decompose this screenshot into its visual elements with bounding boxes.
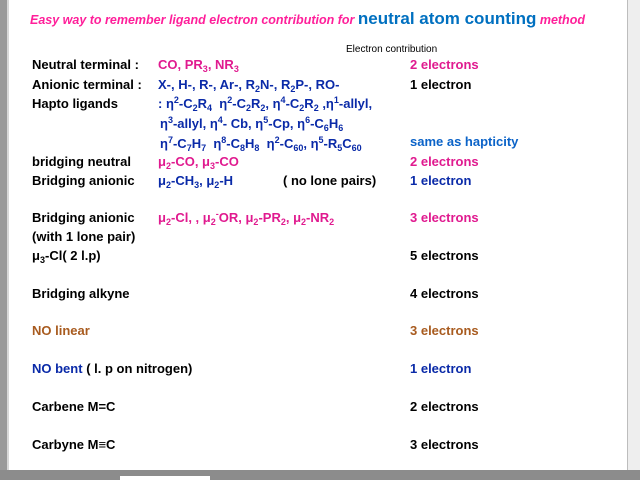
neutral-terminal-value bbox=[410, 57, 479, 73]
bridging-anionic-label: Bridging anionic bbox=[32, 173, 135, 188]
title-suffix: method bbox=[536, 13, 585, 27]
hapto-line-1: : $\eta^2-C_2R_4$ $\eta^2-C_2R_2$, $\eta^4-C_2R_2$ $,\eta^1$-allyl, bbox=[158, 95, 373, 113]
mu3-cl-label-text: -Cl( 2 l.p) bbox=[44, 248, 101, 263]
bridging-anionic-lp-label2: (with 1 lone pair) bbox=[32, 229, 136, 244]
bridging-anionic-lp-ligands: $\mu_2-Cl$, , $\mu_2^-OR$, $\mu_2-PR_2$, $\mu_2-NR_2$ bbox=[158, 209, 335, 227]
hapto-value: same as hapticity bbox=[410, 134, 519, 149]
window-frame-right bbox=[628, 0, 640, 480]
window-frame-bottom bbox=[0, 470, 640, 480]
anionic-terminal-label: Anionic terminal : bbox=[32, 77, 142, 92]
no-linear-value: 3 electrons bbox=[410, 323, 479, 338]
anionic-terminal-ligands: X-, H-, R-, Ar-, $R_2N-$, $R_2P-$, RO- bbox=[158, 77, 340, 94]
carbene-value: 2 electrons bbox=[410, 399, 479, 414]
hapto-line-3: $\eta^7-C_7H_7$ $\eta^8-C_8H_8$ $\eta^2-C_{60}$, $\eta^5-R_5C_{60}$ bbox=[160, 135, 362, 153]
no-bent-label bbox=[32, 361, 192, 377]
column-header: Electron contribution bbox=[346, 44, 438, 55]
window-frame-left bbox=[0, 0, 7, 480]
carbene-label: Carbene M=C bbox=[32, 399, 116, 414]
carbyne-label: Carbyne M≡C bbox=[32, 437, 116, 452]
no-bent-label-text: NO bent bbox=[32, 361, 83, 376]
bridging-neutral-value: 2 electrons bbox=[410, 154, 479, 169]
bridging-anionic-value: 1 electron bbox=[410, 173, 472, 188]
bridging-alkyne-label: Bridging alkyne bbox=[32, 286, 130, 301]
no-linear-label: NO linear bbox=[32, 323, 90, 338]
bridging-anionic-note: ( no lone pairs) bbox=[283, 173, 377, 188]
no-bent-note: ( l. p on nitrogen) bbox=[86, 361, 193, 376]
slide-title bbox=[30, 11, 585, 28]
bridging-alkyne-value: 4 electrons bbox=[410, 286, 479, 301]
taskbar-highlight bbox=[120, 476, 210, 480]
bridging-anionic-lp-label: Bridging anionic bbox=[32, 210, 135, 225]
hapto-label: Hapto ligands bbox=[32, 96, 118, 111]
no-bent-value: 1 electron bbox=[410, 361, 472, 376]
hapto-line-2: $\eta^3$-allyl, $\eta^4-$ Cb, $\eta^5-Cp$, $\eta^6-C_6H_6$ bbox=[160, 115, 344, 133]
neutral-terminal-label: Neutral terminal : bbox=[32, 57, 139, 72]
bridging-neutral-label: bridging neutral bbox=[32, 154, 131, 169]
title-emphasis: neutral atom counting bbox=[357, 9, 537, 28]
bridging-neutral-ligands: $\mu_2-CO$, $\mu_3-CO$ bbox=[158, 154, 239, 171]
neutral-terminal-ligands: CO, $PR_3$, $NR_3$ bbox=[158, 57, 239, 74]
anionic-terminal-value: 1 electron bbox=[410, 77, 472, 92]
bridging-anionic-lp-value: 3 electrons bbox=[410, 210, 479, 225]
mu3-cl-label: $\mu_3-Cl$( 2 l.p) bbox=[32, 248, 101, 265]
mu3-cl-value: 5 electrons bbox=[410, 248, 479, 263]
bridging-anionic-ligands: $\mu_2-CH_3$, $\mu_2-H$ bbox=[158, 173, 234, 190]
carbyne-value: 3 electrons bbox=[410, 437, 479, 452]
window-frame-left-inner bbox=[7, 0, 9, 480]
neutral-terminal-value-text: 2 electrons bbox=[410, 57, 479, 72]
title-prefix: Easy way to remember ligand electron contribution for bbox=[30, 13, 358, 27]
